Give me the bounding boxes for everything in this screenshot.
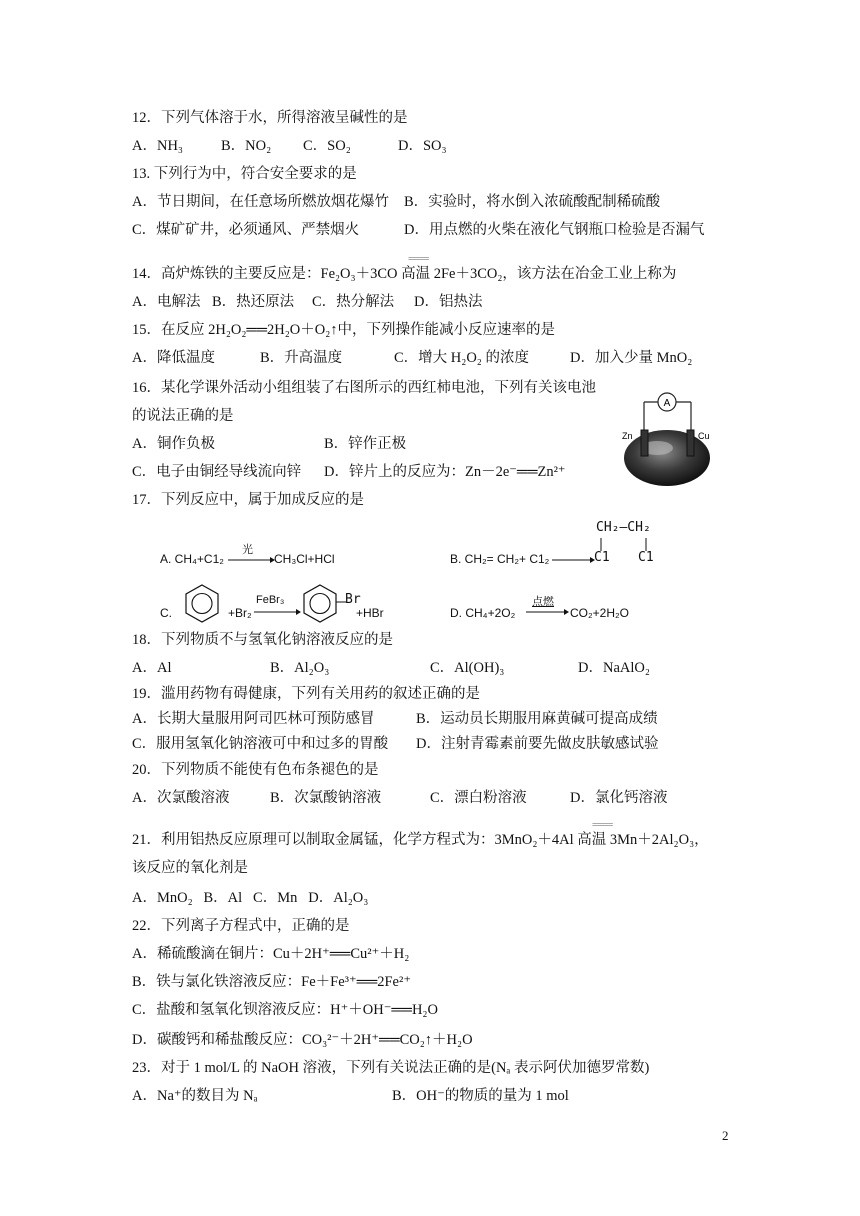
q21-options: A．MnO₂ B．Al C．Mn D．Al₂O₃	[132, 890, 369, 906]
q13-option-d: D．用点燃的火柴在液化气钢瓶口检验是否漏气	[404, 222, 705, 238]
q19-stem: 19．滥用药物有碍健康，下列有关用药的叙述正确的是	[132, 686, 480, 702]
q22-option-b: B．铁与氯化铁溶液反应：Fe＋Fe³⁺══2Fe²⁺	[132, 974, 411, 990]
q17-c-reagent: +Br₂	[228, 606, 252, 620]
q22-option-d: D．碳酸钙和稀盐酸反应：CO₃²⁻＋2H⁺══CO₂↑＋H₂O	[132, 1032, 473, 1048]
q13-option-a: A．节日期间，在任意场所燃放烟花爆竹	[132, 194, 389, 210]
q19-option-c: C．服用氢氧化钠溶液可中和过多的胃酸	[132, 736, 389, 752]
q17-a-left: A. CH₄+C1₂	[160, 552, 224, 566]
q14-option-c: C．热分解法	[312, 294, 395, 310]
q19-option-d: D．注射青霉素前要先做皮肤敏感试验	[416, 736, 659, 752]
q22-option-c: C．盐酸和氢氧化钡溶液反应：H⁺＋OH⁻══H₂O	[132, 1002, 438, 1018]
zn-label: Zn	[622, 431, 633, 441]
q16-option-b: B．锌作正极	[324, 436, 407, 452]
q12-stem: 12．下列气体溶于水，所得溶液呈碱性的是	[132, 110, 408, 126]
q18-option-b: B．Al₂O₃	[270, 660, 330, 676]
page-number: 2	[722, 1128, 729, 1143]
zn-electrode	[641, 430, 648, 456]
q12-option-a: A．NH₃	[132, 138, 183, 154]
q21-stem-line1: 21．利用铝热反应原理可以制取金属锰，化学方程式为：3MnO₂＋4Al 高温 3Mn＋2Al₂O₃，	[132, 832, 709, 848]
q18-options	[132, 658, 650, 678]
q20-stem: 20．下列物质不能使有色布条褪色的是	[132, 762, 379, 778]
q18-option-a: A．Al	[132, 660, 172, 676]
q20-options	[132, 788, 667, 808]
q23-option-a: A．Na⁺的数目为 Nₐ	[132, 1088, 258, 1104]
q15-option-a: A．降低温度	[132, 350, 215, 366]
ammeter-label: A	[663, 398, 671, 409]
q14-equals-mark: =====	[408, 254, 429, 264]
q17-b-cl2: C1	[638, 550, 654, 565]
q13-options-row2	[132, 220, 704, 240]
q19-option-b: B．运动员长期服用麻黄碱可提高成绩	[416, 711, 658, 727]
q21-stem-line2: 该反应的氧化剂是	[132, 860, 248, 876]
q15-option-c: C．增大 H₂O₂ 的浓度	[394, 350, 529, 366]
q17-b-arrow	[552, 556, 596, 564]
q16-option-d: D．锌片上的反应为：Zn－2e⁻══Zn²⁺	[324, 464, 566, 480]
q13-option-c: C．煤矿矿井，必须通风、严禁烟火	[132, 222, 360, 238]
q20-option-c: C．漂白粉溶液	[430, 790, 527, 806]
q19-options-row2	[132, 734, 658, 754]
q19-options-row1	[132, 709, 658, 729]
q22-stem: 22．下列离子方程式中，正确的是	[132, 918, 350, 934]
q20-option-d: D．氯化钙溶液	[570, 790, 668, 806]
q18-option-d: D．NaAlO₂	[578, 660, 650, 676]
q17-c-condition: FeBr₃	[256, 594, 285, 606]
q13-options-row1	[132, 192, 660, 212]
q13-option-b: B．实验时，将水倒入浓硫酸配制稀硫酸	[404, 194, 661, 210]
q16-options-row1	[132, 434, 406, 454]
q12-option-d: D．SO₃	[398, 138, 447, 154]
q17-stem: 17．下列反应中，属于加成反应的是	[132, 492, 364, 508]
q17-c-right: +HBr	[356, 606, 384, 620]
q17-a-condition: 光	[242, 544, 253, 556]
q17-b-product-top: CH₂—CH₂	[596, 520, 651, 535]
q16-options-row2	[132, 462, 566, 482]
q19-option-a: A．长期大量服用阿司匹林可预防感冒	[132, 711, 375, 727]
q17-d-condition: 点燃	[532, 596, 554, 608]
cu-label: Cu	[698, 431, 710, 441]
benzene-ring-icon	[180, 582, 224, 626]
q17-b-left: B. CH₂= CH₂+ C1₂	[450, 552, 550, 566]
q23-stem: 23．对于 1 mol/L 的 NaOH 溶液，下列有关说法正确的是(Nₐ 表示阿伏加德罗常数)	[132, 1060, 650, 1076]
q17-d-left: D. CH₄+2O₂	[450, 606, 516, 620]
q13-stem: 13. 下列行为中，符合安全要求的是	[132, 166, 357, 182]
q17-b-cl1: C1	[594, 550, 610, 565]
q14-options	[132, 292, 482, 312]
q16-option-a: A．铜作负极	[132, 436, 215, 452]
q23-option-b: B．OH⁻的物质的量为 1 mol	[392, 1088, 569, 1104]
q15-option-d: D．加入少量 MnO₂	[570, 350, 693, 366]
q17-a-arrow	[228, 556, 276, 564]
q16-option-c: C．电子由铜经导线流向锌	[132, 464, 302, 480]
q14-option-b: B．热还原法	[212, 294, 295, 310]
q23-options	[132, 1086, 569, 1106]
q16-stem-line2: 的说法正确的是	[132, 408, 234, 424]
q14-option-a: A．电解法	[132, 294, 201, 310]
q20-option-b: B．次氯酸钠溶液	[270, 790, 382, 806]
q17-d-right: CO₂+2H₂O	[570, 606, 629, 620]
q17-c-arrow	[254, 608, 302, 616]
cu-electrode	[687, 430, 694, 456]
q14-option-d: D．铝热法	[414, 294, 483, 310]
q17-c-br: Br	[345, 592, 361, 607]
q21-equals-mark: =====	[592, 820, 613, 830]
q16-stem-line1: 16．某化学课外活动小组组装了右图所示的西红柿电池，下列有关该电池	[132, 380, 596, 396]
q12-option-c: C．SO₂	[303, 138, 351, 154]
q17-c-label: C.	[160, 606, 172, 620]
q20-option-a: A．次氯酸溶液	[132, 790, 230, 806]
q18-option-c: C．Al(OH)₃	[430, 660, 505, 676]
q12-option-b: B．NO₂	[221, 138, 272, 154]
q17-d-arrow	[526, 608, 570, 616]
q22-option-a: A．稀硫酸滴在铜片：Cu＋2H⁺══Cu²⁺＋H₂	[132, 946, 410, 962]
q17-a-right: CH₃Cl+HCl	[274, 552, 335, 566]
q14-stem: 14．高炉炼铁的主要反应是：Fe₂O₃＋3CO 高温 2Fe＋3CO₂，该方法在冶金工业上称为	[132, 266, 677, 282]
q12-options	[132, 136, 447, 156]
q15-options	[132, 348, 692, 368]
q18-stem: 18．下列物质不与氢氧化钠溶液反应的是	[132, 632, 393, 648]
q15-stem: 15．在反应 2H₂O₂══2H₂O＋O₂↑中，下列操作能减小反应速率的是	[132, 322, 555, 338]
q15-option-b: B．升高温度	[260, 350, 343, 366]
tomato-battery-figure	[612, 384, 722, 494]
